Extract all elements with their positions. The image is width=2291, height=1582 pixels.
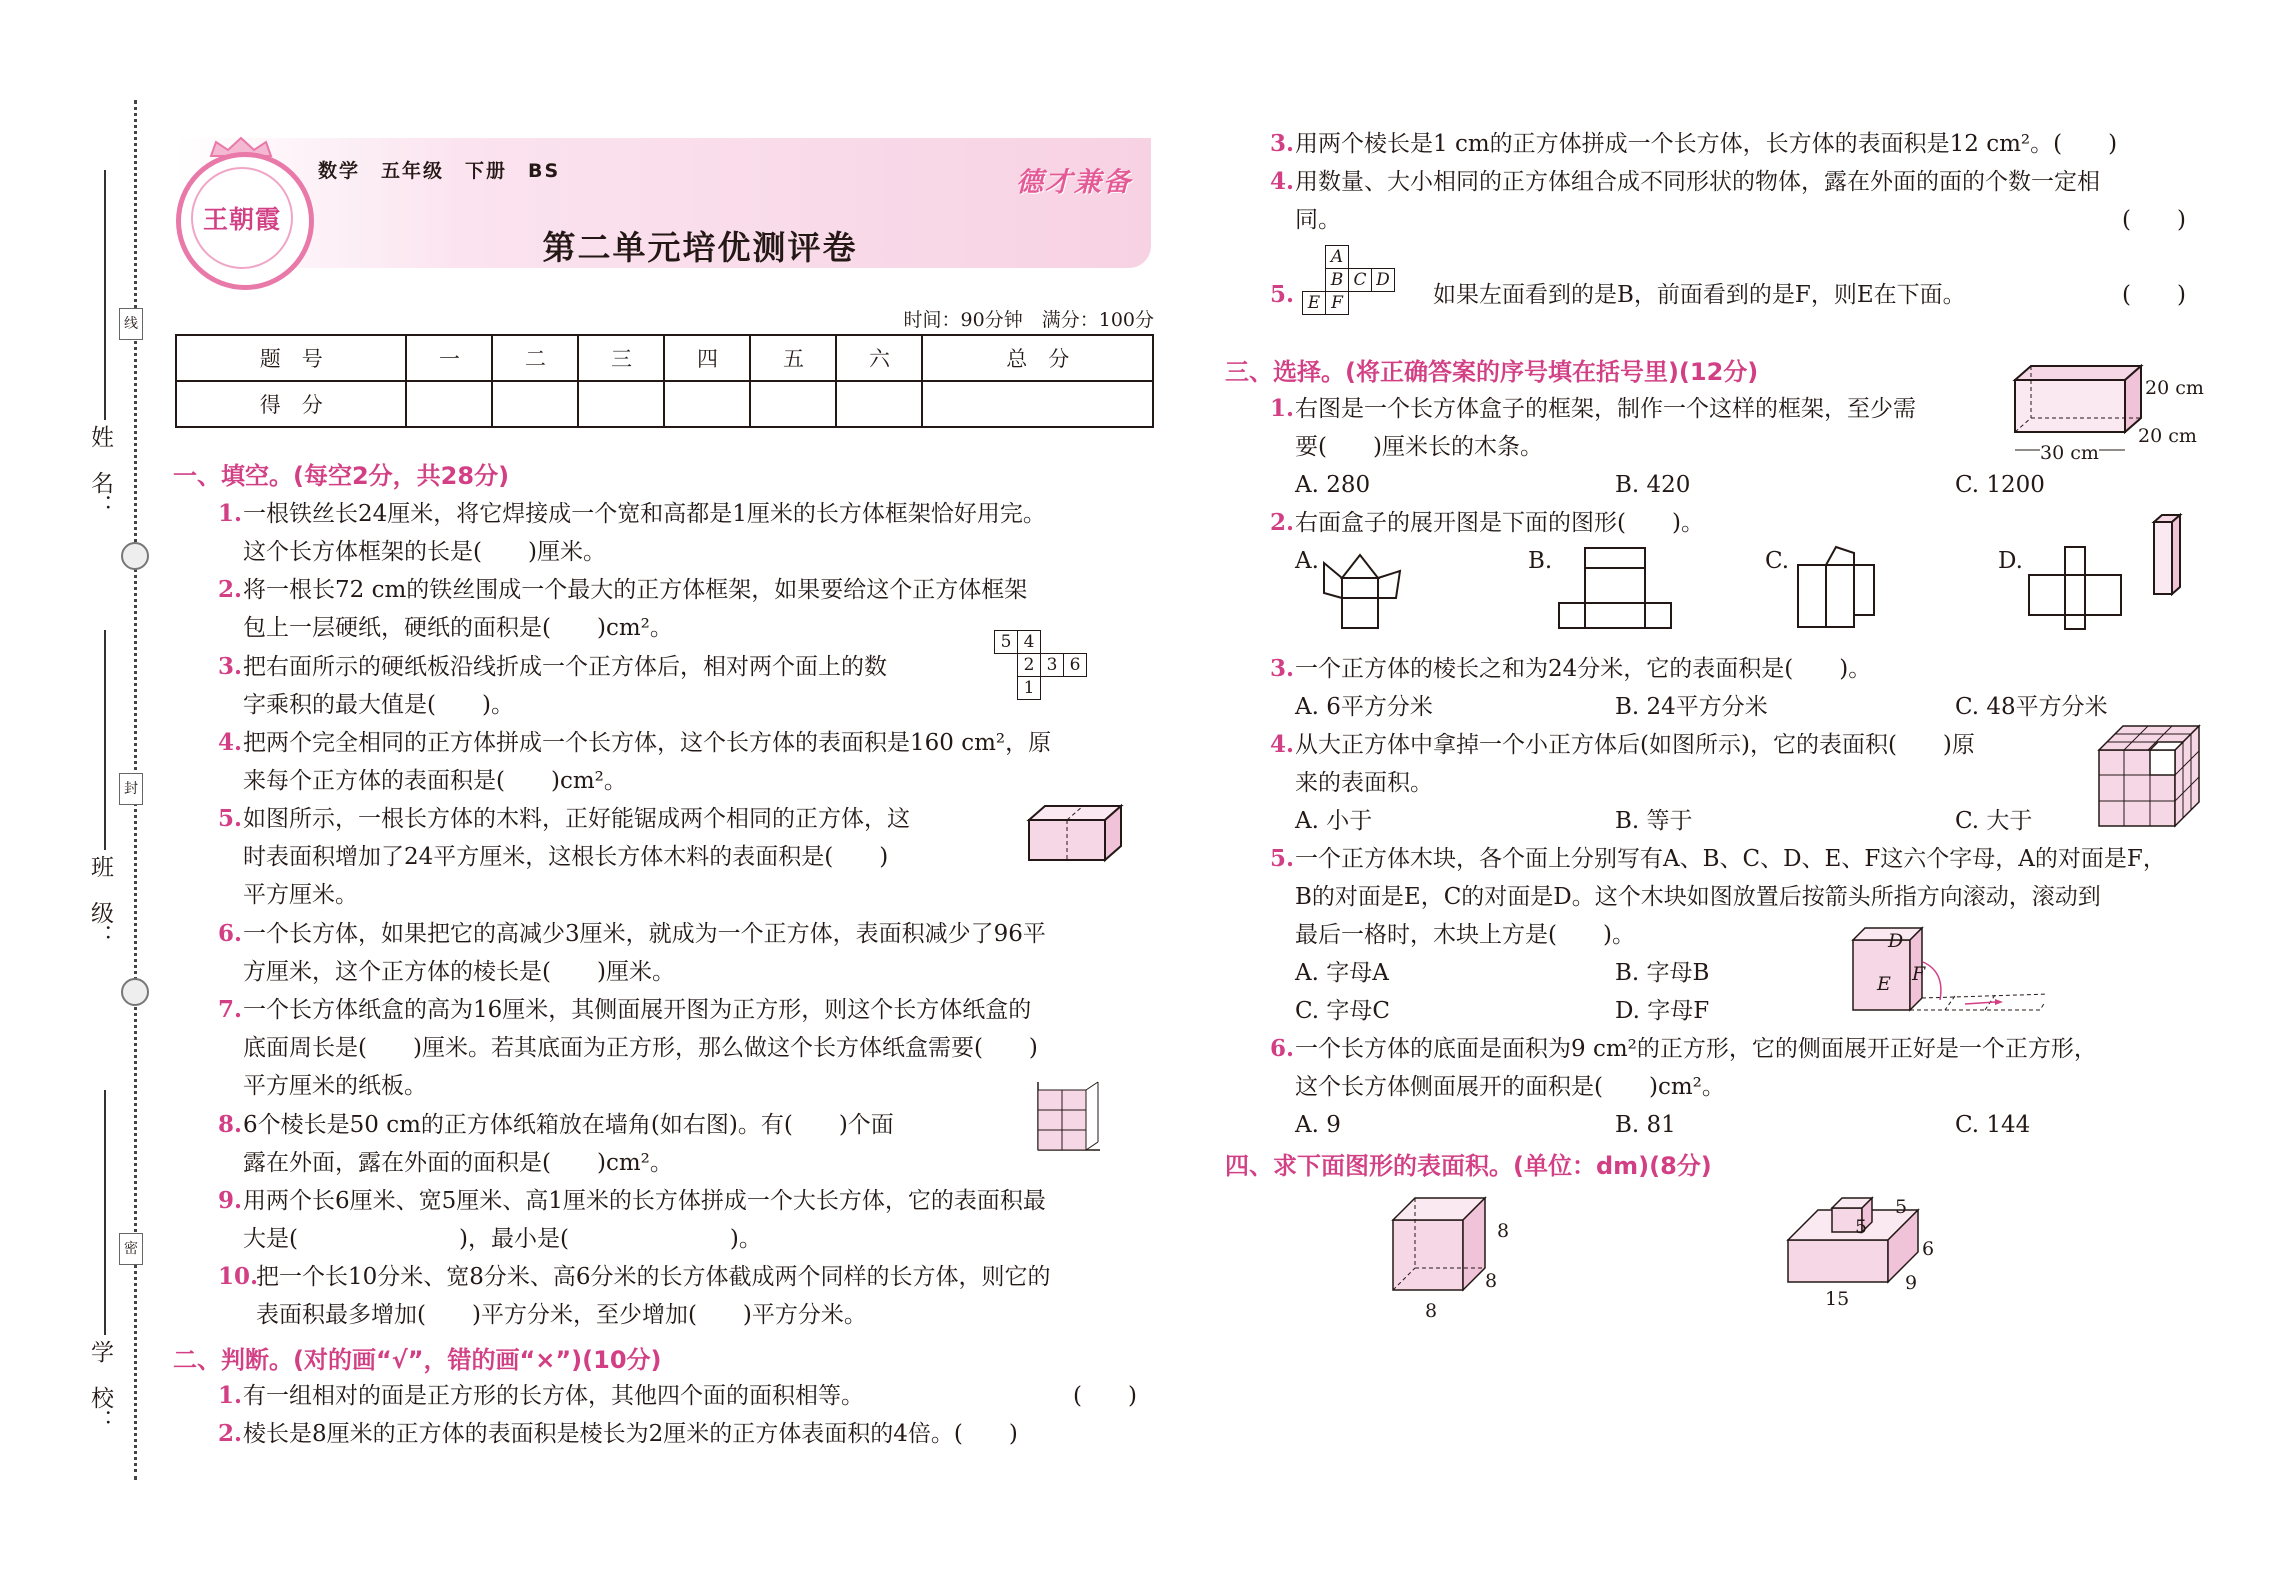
question-text: 一个正方体的棱长之和为24分米，它的表面积是( )。 — [1295, 656, 1872, 682]
binding-mark-line: 线 — [119, 308, 143, 340]
binding-mark-dense: 密 — [119, 1233, 143, 1265]
dimension-label: 6 — [1922, 1238, 1935, 1260]
choice-option[interactable]: B. 24平方分米 — [1615, 694, 1768, 720]
choice-option[interactable]: B. 81 — [1615, 1112, 1676, 1138]
net-cell: C — [1349, 269, 1372, 292]
cube-surface-figure — [1385, 1190, 1498, 1305]
question-text: 表面积最多增加( )平方分米，至少增加( )平方分米。 — [256, 1302, 867, 1328]
question-text: 如果左面看到的是B，前面看到的是F，则E在下面。 — [1433, 282, 1966, 308]
cube-face-label: F — [1912, 963, 1926, 985]
dimension-label: 5 — [1855, 1216, 1868, 1238]
choice-option[interactable]: A. 9 — [1295, 1112, 1341, 1138]
score-cell[interactable] — [492, 381, 578, 427]
score-cell[interactable] — [578, 381, 664, 427]
class-label: 班 级： — [87, 855, 113, 947]
q-number: 7. — [218, 996, 243, 1023]
choice-option[interactable]: B. 字母B — [1615, 960, 1710, 986]
dimension-label: 20 cm — [2145, 377, 2204, 399]
dimension-label: 8 — [1497, 1220, 1510, 1242]
publisher-logo — [176, 152, 314, 290]
cube-face-label: E — [1877, 973, 1891, 995]
question-text: 同。 — [1295, 207, 1341, 233]
net-option-d-figure — [2025, 543, 2135, 633]
net-cell: F — [1326, 292, 1349, 315]
choice-option[interactable]: B. — [1528, 548, 1553, 574]
subject-line: 数学 五年级 下册 BS — [318, 160, 561, 182]
q-number: 5. — [1270, 845, 1295, 872]
net-cell: A — [1326, 246, 1349, 269]
choice-option[interactable]: A. 小于 — [1295, 808, 1373, 834]
score-cell[interactable] — [664, 381, 750, 427]
question-text: 这个长方体框架的长是( )厘米。 — [243, 539, 606, 565]
name-blank-line — [104, 170, 106, 420]
q-number: 1. — [1270, 395, 1295, 422]
question-text: 包上一层硬纸，硬纸的面积是( )cm²。 — [243, 615, 673, 641]
q-number: 2. — [218, 1420, 243, 1447]
question-text: 平方厘米的纸板。 — [243, 1073, 427, 1099]
question-text: 方厘米，这个正方体的棱长是( )厘米。 — [243, 959, 675, 985]
section-title-judge: 二、判断。(对的画“√”，错的画“×”)(10分) — [173, 1346, 662, 1374]
cube-face-label: D — [1888, 930, 1904, 952]
question-text: 露在外面，露在外面的面积是( )cm²。 — [243, 1150, 673, 1176]
q-number: 1. — [218, 500, 243, 527]
binding-hole-top — [121, 542, 149, 570]
cube-missing-corner-figure — [2095, 722, 2205, 832]
corner-boxes-figure — [1030, 1080, 1110, 1190]
binding-mark-seal: 封 — [119, 773, 143, 805]
wood-beam-figure — [1025, 800, 1125, 865]
question-text: 一根铁丝长24厘米，将它焊接成一个宽和高都是1厘米的长方体框架恰好用完。 — [243, 501, 1046, 527]
class-blank-line — [104, 630, 106, 850]
score-header-cell: 四 — [664, 335, 750, 381]
choice-option[interactable]: D. 字母F — [1615, 998, 1710, 1024]
net-cell: E — [1303, 292, 1326, 315]
net-option-a-figure — [1320, 543, 1410, 633]
question-text: 用两个长6厘米、宽5厘米、高1厘米的长方体拼成一个大长方体，它的表面积最 — [243, 1188, 1046, 1214]
choice-option[interactable]: C. 48平方分米 — [1955, 694, 2108, 720]
tall-box-figure — [2150, 512, 2186, 597]
dimension-label: 5 — [1895, 1196, 1908, 1218]
choice-option[interactable]: C. 大于 — [1955, 808, 2033, 834]
dimension-label: 8 — [1425, 1300, 1438, 1322]
q-number: 6. — [218, 920, 243, 947]
score-cell[interactable] — [750, 381, 836, 427]
question-text: B的对面是E，C的对面是D。这个木块如图放置后按箭头所指方向滚动，滚动到 — [1295, 884, 2101, 910]
school-label: 学 校： — [87, 1340, 113, 1432]
question-text: 大是( )，最小是( )。 — [243, 1226, 762, 1252]
score-cell[interactable] — [922, 381, 1153, 427]
time-score-info: 时间：90分钟 满分：100分 — [903, 309, 1154, 331]
question-text: 用数量、大小相同的正方体组合成不同形状的物体，露在外面的面的个数一定相 — [1295, 169, 2100, 195]
choice-option[interactable]: A. — [1295, 548, 1319, 574]
score-cell[interactable] — [836, 381, 922, 427]
page-title: 第二单元培优测评卷 — [542, 228, 858, 267]
question-text: 一个长方体的底面是面积为9 cm²的正方形，它的侧面展开正好是一个正方形， — [1295, 1036, 2097, 1062]
question-text: 右图是一个长方体盒子的框架，制作一个这样的框架，至少需 — [1295, 396, 1916, 422]
q-number: 1. — [218, 1382, 243, 1409]
section-title-fill: 一、填空。(每空2分，共28分) — [173, 462, 510, 490]
q-number: 4. — [1270, 168, 1295, 195]
score-header-cell: 题 号 — [176, 335, 406, 381]
question-text: 一个长方体，如果把它的高减少3厘米，就成为一个正方体，表面积减少了96平 — [243, 921, 1046, 947]
net-cell: D — [1372, 269, 1395, 292]
choice-option[interactable]: A. 字母A — [1295, 960, 1389, 986]
question-text: 把一个长10分米、宽8分米、高6分米的长方体截成两个同样的长方体，则它的 — [256, 1264, 1051, 1290]
score-header-cell: 总 分 — [922, 335, 1153, 381]
choice-option[interactable]: A. 280 — [1295, 472, 1371, 498]
q-number: 4. — [1270, 731, 1295, 758]
score-table — [175, 334, 1154, 428]
choice-option[interactable]: C. 144 — [1955, 1112, 2031, 1138]
binding-hole-bottom — [121, 978, 149, 1006]
question-text: 底面周长是( )厘米。若其底面为正方形，那么做这个长方体纸盒需要( ) — [243, 1035, 1038, 1061]
net-cell: 5 — [995, 631, 1018, 654]
question-text: 来的表面积。 — [1295, 770, 1433, 796]
section-title-choice: 三、选择。(将正确答案的序号填在括号里)(12分) — [1225, 358, 1759, 386]
q-number: 2. — [1270, 509, 1295, 536]
q-number: 9. — [218, 1187, 243, 1214]
net-cell: 1 — [1018, 677, 1041, 700]
question-text: 有一组相对的面是正方形的长方体，其他四个面的面积相等。 — [243, 1383, 864, 1409]
dimension-label: 15 — [1825, 1288, 1850, 1310]
question-text: 从大正方体中拿掉一个小正方体后(如图所示)，它的表面积( )原 — [1295, 732, 1975, 758]
score-header-row — [176, 335, 1153, 381]
letter-cube-net — [1302, 245, 1417, 315]
net-cell: 6 — [1064, 654, 1087, 677]
question-text: 时表面积增加了24平方厘米，这根长方体木料的表面积是( ) — [243, 844, 889, 870]
answer-parens[interactable]: ( ) — [2122, 282, 2186, 308]
score-cell[interactable] — [406, 381, 492, 427]
question-text: 如图所示，一根长方体的木料，正好能锯成两个相同的正方体，这 — [243, 806, 910, 832]
choice-option[interactable]: A. 6平方分米 — [1295, 694, 1433, 720]
question-text: 平方厘米。 — [243, 882, 358, 908]
section-title-area: 四、求下面图形的表面积。(单位：dm)(8分) — [1225, 1152, 1712, 1180]
question-text: 6个棱长是50 cm的正方体纸箱放在墙角(如右图)。有( )个面 — [243, 1112, 894, 1138]
score-header-cell: 五 — [750, 335, 836, 381]
logo-text: 王朝霞 — [202, 205, 281, 234]
net-cell: B — [1326, 269, 1349, 292]
dimension-label: 8 — [1485, 1270, 1498, 1292]
score-entry-row — [176, 381, 1153, 427]
dimension-label: 9 — [1905, 1272, 1918, 1294]
net-cell: 2 — [1018, 654, 1041, 677]
net-cell: 4 — [1018, 631, 1041, 654]
score-header-cell: 一 — [406, 335, 492, 381]
q-number: 6. — [1270, 1035, 1295, 1062]
question-text: 要( )厘米长的木条。 — [1295, 434, 1543, 460]
q-number: 10. — [218, 1263, 259, 1290]
net-cell: 3 — [1041, 654, 1064, 677]
question-text: 把两个完全相同的正方体拼成一个长方体，这个长方体的表面积是160 cm²，原 — [243, 730, 1052, 756]
answer-parens[interactable]: ( ) — [1073, 1383, 1137, 1409]
q-number: 5. — [218, 805, 243, 832]
q-number: 5. — [1270, 281, 1295, 308]
school-blank-line — [104, 1090, 106, 1335]
q-number: 3. — [1270, 655, 1295, 682]
answer-parens[interactable]: ( ) — [2122, 207, 2186, 233]
question-text: 最后一格时，木块上方是( )。 — [1295, 922, 1635, 948]
net-option-c-figure — [1790, 543, 1880, 633]
question-text: 字乘积的最大值是( )。 — [243, 692, 514, 718]
motto-badge: 德才兼备 — [1016, 167, 1132, 198]
score-header-cell: 二 — [492, 335, 578, 381]
question-text: 一个长方体纸盒的高为16厘米，其侧面展开图为正方形，则这个长方体纸盒的 — [243, 997, 1032, 1023]
q-number: 3. — [1270, 130, 1295, 157]
question-text: 用两个棱长是1 cm的正方体拼成一个长方体，长方体的表面积是12 cm²。( ) — [1295, 131, 2118, 157]
score-row-label: 得 分 — [176, 381, 406, 427]
cube-net-figure — [994, 630, 1087, 700]
q-number: 3. — [218, 653, 243, 680]
q-number: 4. — [218, 729, 243, 756]
choice-option[interactable]: B. 等于 — [1615, 808, 1693, 834]
q-number: 2. — [218, 576, 243, 603]
question-text: 右面盒子的展开图是下面的图形( )。 — [1295, 510, 1704, 536]
question-text: 来每个正方体的表面积是( )cm²。 — [243, 768, 627, 794]
choice-option[interactable]: C. 1200 — [1955, 472, 2045, 498]
choice-option[interactable]: B. 420 — [1615, 472, 1691, 498]
score-header-cell: 六 — [836, 335, 922, 381]
question-text: 一个正方体木块，各个面上分别写有A、B、C、D、E、F这六个字母，A的对面是F， — [1295, 846, 2166, 872]
choice-option[interactable]: C. — [1765, 548, 1790, 574]
dimension-label: 20 cm — [2138, 425, 2197, 447]
choice-option[interactable]: D. — [1998, 548, 2023, 574]
question-text: 棱长是8厘米的正方体的表面积是棱长为2厘米的正方体表面积的4倍。( ) — [243, 1421, 1018, 1447]
question-text: 把右面所示的硬纸板沿线折成一个正方体后，相对两个面上的数 — [243, 654, 887, 680]
score-header-cell: 三 — [578, 335, 664, 381]
choice-option[interactable]: C. 字母C — [1295, 998, 1390, 1024]
dimension-label: 30 cm — [2040, 434, 2099, 472]
question-text: 将一根长72 cm的铁丝围成一个最大的正方体框架，如果要给这个正方体框架 — [243, 577, 1028, 603]
rolling-cube-figure — [1845, 922, 2045, 1022]
name-label: 姓 名： — [87, 425, 113, 517]
net-option-b-figure — [1555, 543, 1675, 633]
question-text: 这个长方体侧面展开的面积是( )cm²。 — [1295, 1074, 1725, 1100]
q-number: 8. — [218, 1111, 243, 1138]
